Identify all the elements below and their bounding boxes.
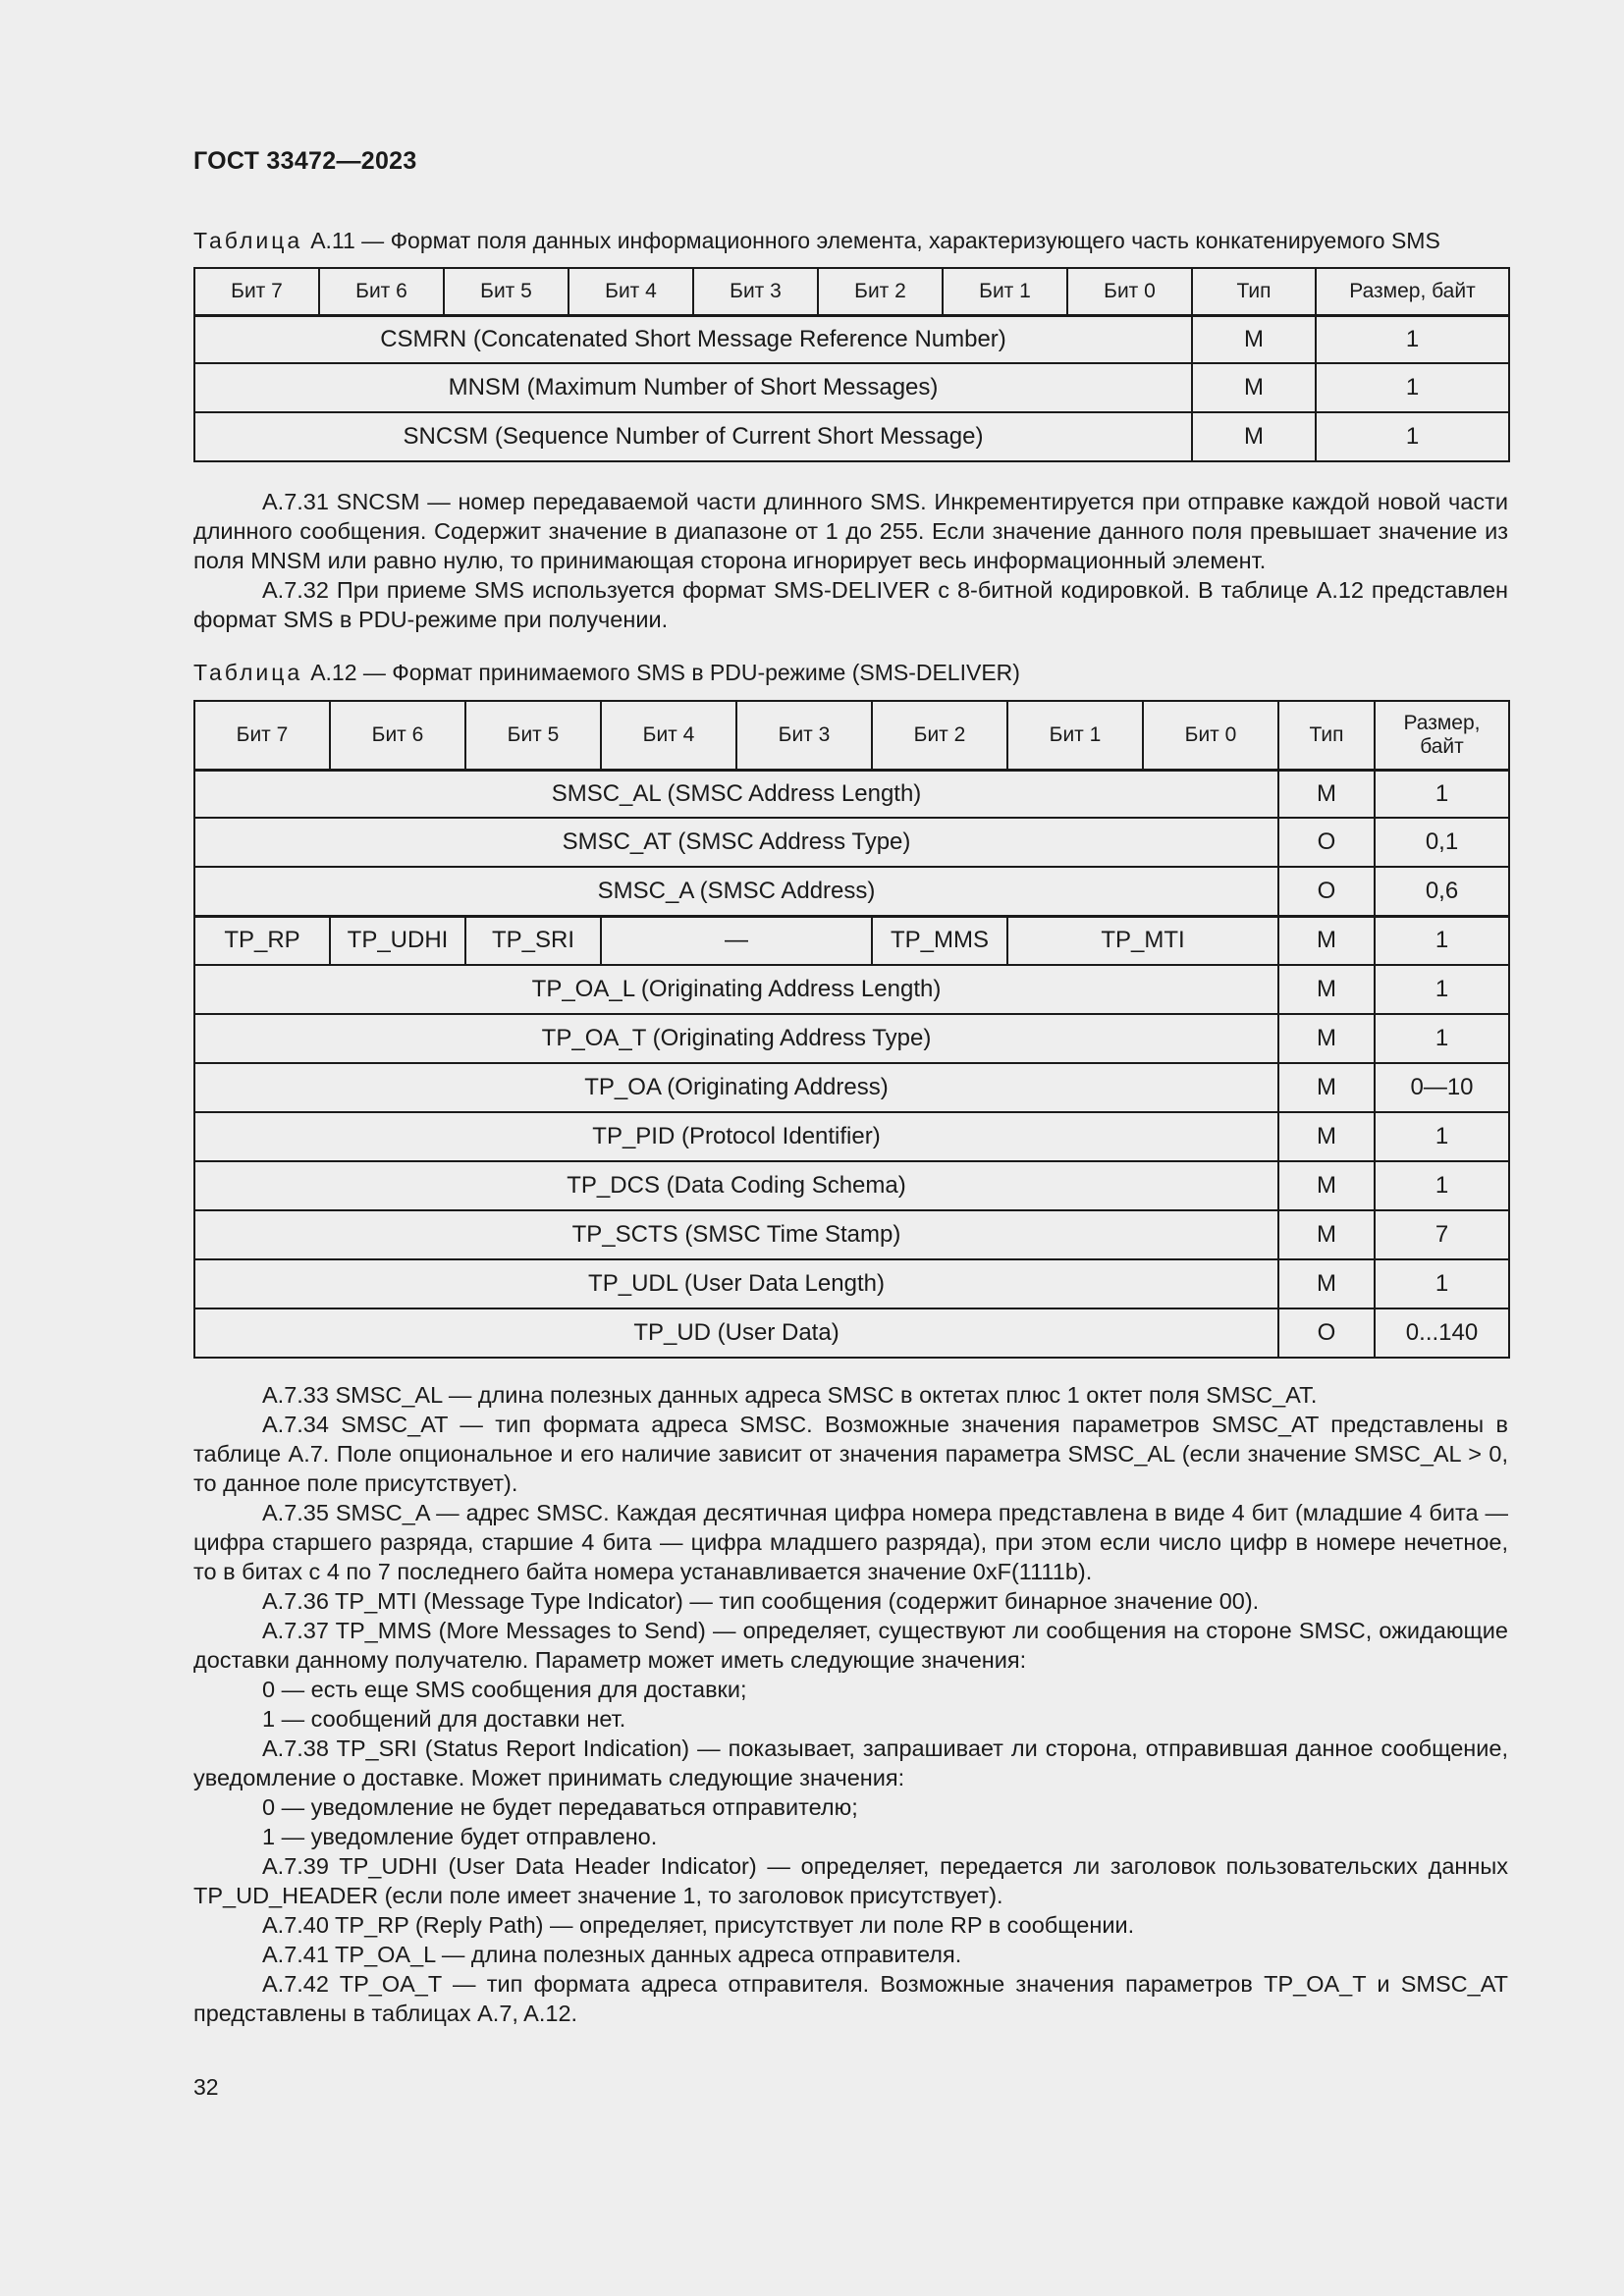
list-item: 0 — уведомление не будет передаваться отправителю; (262, 1794, 858, 1820)
table-row (194, 1161, 1509, 1210)
column-header: Размер, байт (1375, 701, 1509, 770)
table-a11-caption (193, 228, 1440, 254)
size-cell: 0,6 (1375, 867, 1509, 916)
document-header: ГОСТ 33472—2023 (193, 147, 417, 175)
table-row (194, 1210, 1509, 1259)
tp-udhi-cell: TP_UDHI (330, 916, 465, 965)
size-cell: 0—10 (1375, 1063, 1509, 1112)
table-row (194, 1063, 1509, 1112)
size-cell: 1 (1375, 1161, 1509, 1210)
table-row (194, 867, 1509, 916)
size-cell: 1 (1316, 412, 1509, 461)
column-header: Размер, байт (1316, 268, 1509, 315)
field-cell: MNSM (Maximum Number of Short Messages) (194, 363, 1192, 412)
table-a12-header-row (194, 701, 1509, 770)
field-cell: TP_OA_L (Originating Address Length) (194, 965, 1278, 1014)
column-header: Бит 6 (319, 268, 444, 315)
tp-mms-cell: TP_MMS (872, 916, 1007, 965)
field-cell: SMSC_A (SMSC Address) (194, 867, 1278, 916)
size-cell: 1 (1375, 1259, 1509, 1308)
type-cell: M (1192, 412, 1316, 461)
size-cell: 1 (1375, 1014, 1509, 1063)
field-cell: TP_OA_T (Originating Address Type) (194, 1014, 1278, 1063)
column-header: Бит 2 (818, 268, 943, 315)
table-a11-caption-prefix: Таблица (193, 228, 303, 253)
table-row (194, 1014, 1509, 1063)
column-header: Бит 1 (1007, 701, 1143, 770)
column-header: Бит 2 (872, 701, 1007, 770)
field-cell: TP_DCS (Data Coding Schema) (194, 1161, 1278, 1210)
type-cell: M (1278, 1210, 1375, 1259)
paragraph: A.7.37 TP_MMS (More Messages to Send) — определяет, существуют ли сообщения на стороне SMSC, ожидающие доставки данному получателю. Параметр может иметь следующие значения: (193, 1618, 1508, 1673)
type-cell: M (1278, 965, 1375, 1014)
column-header: Тип (1192, 268, 1316, 315)
column-header: Бит 3 (736, 701, 872, 770)
table-row (194, 412, 1509, 461)
column-header: Бит 4 (601, 701, 736, 770)
table-a12-caption-text: A.12 — Формат принимаемого SMS в PDU-режиме (SMS-DELIVER) (310, 660, 1020, 685)
table-a11-header-row (194, 268, 1509, 315)
paragraph: A.7.33 SMSC_AL — длина полезных данных адреса SMSC в октетах плюс 1 октет поля SMSC_AT. (262, 1382, 1318, 1408)
paragraphs-a7-33-42 (193, 1380, 1508, 2028)
table-a11-caption-text: A.11 — Формат поля данных информационного элемента, характеризующего часть конкатенируемого SMS (310, 228, 1440, 253)
paragraph: A.7.42 TP_OA_T — тип формата адреса отправителя. Возможные значения параметров TP_OA_T и SMSC_AT представлены в таблицах A.7, A.12. (193, 1971, 1508, 2026)
paragraph: A.7.41 TP_OA_L — длина полезных данных адреса отправителя. (262, 1942, 962, 1967)
column-header: Бит 3 (693, 268, 818, 315)
field-cell: TP_SCTS (SMSC Time Stamp) (194, 1210, 1278, 1259)
table-row (194, 818, 1509, 867)
page-number: 32 (193, 2074, 219, 2100)
list-item: 1 — сообщений для доставки нет. (262, 1706, 626, 1732)
table-row (194, 1112, 1509, 1161)
paragraph: A.7.40 TP_RP (Reply Path) — определяет, присутствует ли поле RP в сообщении. (262, 1912, 1135, 1938)
table-row (194, 1259, 1509, 1308)
table-row (194, 965, 1509, 1014)
table-a12 (193, 700, 1510, 1359)
table-a12-caption (193, 660, 1020, 686)
type-cell: M (1278, 1112, 1375, 1161)
size-cell: 7 (1375, 1210, 1509, 1259)
table-a12-caption-prefix: Таблица (193, 660, 303, 685)
paragraphs-a7-31-32 (193, 487, 1508, 634)
field-cell: SNCSM (Sequence Number of Current Short Message) (194, 412, 1192, 461)
tp-sri-cell: TP_SRI (465, 916, 601, 965)
column-header: Бит 1 (943, 268, 1067, 315)
field-cell: TP_UD (User Data) (194, 1308, 1278, 1358)
column-header: Бит 5 (465, 701, 601, 770)
type-cell: M (1192, 363, 1316, 412)
type-cell: O (1278, 1308, 1375, 1358)
column-header: Бит 7 (194, 268, 319, 315)
size-cell: 1 (1316, 315, 1509, 363)
type-cell: M (1278, 1063, 1375, 1112)
field-cell: TP_PID (Protocol Identifier) (194, 1112, 1278, 1161)
tp-mti-cell: TP_MTI (1007, 916, 1278, 965)
type-cell: M (1278, 916, 1375, 965)
table-a11 (193, 267, 1510, 462)
paragraph: A.7.34 SMSC_AT — тип формата адреса SMSC. Возможные значения параметров SMSC_AT представлены в таблице A.7. Поле опциональное и его наличие зависит от значения параметра SMSC_AL (если значение SMSC_AL > 0, то данное поле присутствует). (193, 1412, 1508, 1496)
list-item: 0 — есть еще SMS сообщения для доставки; (262, 1677, 747, 1702)
size-cell: 1 (1375, 965, 1509, 1014)
field-cell: CSMRN (Concatenated Short Message Reference Number) (194, 315, 1192, 363)
size-cell: 0,1 (1375, 818, 1509, 867)
table-row-bit-fields (194, 916, 1509, 965)
size-cell: 1 (1375, 770, 1509, 818)
size-cell: 0...140 (1375, 1308, 1509, 1358)
table-row (194, 363, 1509, 412)
column-header: Бит 5 (444, 268, 568, 315)
reserved-bits-cell: — (601, 916, 872, 965)
paragraph: A.7.32 При приеме SMS используется формат SMS-DELIVER с 8-битной кодировкой. В таблице A.12 представлен формат SMS в PDU-режиме при получении. (193, 577, 1508, 632)
table-row (194, 315, 1509, 363)
paragraph: A.7.31 SNCSM — номер передаваемой части длинного SMS. Инкрементируется при отправке каждой новой части длинного сообщения. Содержит значение в диапазоне от 1 до 255. Если значение данного поля превышает значение из поля MNSM или равно нулю, то принимающая сторона игнорирует весь информационный элемент. (193, 489, 1508, 573)
list-item: 1 — уведомление будет отправлено. (262, 1824, 658, 1849)
field-cell: SMSC_AT (SMSC Address Type) (194, 818, 1278, 867)
paragraph: A.7.35 SMSC_A — адрес SMSC. Каждая десятичная цифра номера представлена в виде 4 бит (младшие 4 бита — цифра старшего разряда, старшие 4 бита — цифра младшего разряда), при этом если число цифр в номере нечетное, то в битах с 4 по 7 последнего байта номера устанавливается значение 0xF(1111b). (193, 1500, 1508, 1584)
tp-rp-cell: TP_RP (194, 916, 330, 965)
type-cell: M (1278, 1014, 1375, 1063)
size-cell: 1 (1375, 1112, 1509, 1161)
type-cell: M (1278, 770, 1375, 818)
field-cell: SMSC_AL (SMSC Address Length) (194, 770, 1278, 818)
table-row (194, 1308, 1509, 1358)
column-header: Бит 0 (1143, 701, 1278, 770)
type-cell: O (1278, 867, 1375, 916)
column-header: Бит 6 (330, 701, 465, 770)
type-cell: M (1278, 1161, 1375, 1210)
type-cell: M (1192, 315, 1316, 363)
size-cell: 1 (1316, 363, 1509, 412)
field-cell: TP_UDL (User Data Length) (194, 1259, 1278, 1308)
paragraph: A.7.36 TP_MTI (Message Type Indicator) — тип сообщения (содержит бинарное значение 00). (262, 1588, 1260, 1614)
table-row (194, 770, 1509, 818)
column-header: Бит 0 (1067, 268, 1192, 315)
column-header: Тип (1278, 701, 1375, 770)
column-header: Бит 7 (194, 701, 330, 770)
size-cell: 1 (1375, 916, 1509, 965)
column-header: Бит 4 (568, 268, 693, 315)
field-cell: TP_OA (Originating Address) (194, 1063, 1278, 1112)
type-cell: O (1278, 818, 1375, 867)
paragraph: A.7.39 TP_UDHI (User Data Header Indicator) — определяет, передается ли заголовок пользовательских данных TP_UD_HEADER (если поле имеет значение 1, то заголовок присутствует). (193, 1853, 1508, 1908)
type-cell: M (1278, 1259, 1375, 1308)
paragraph: A.7.38 TP_SRI (Status Report Indication) — показывает, запрашивает ли сторона, отправившая данное сообщение, уведомление о доставке. Может принимать следующие значения: (193, 1735, 1508, 1790)
